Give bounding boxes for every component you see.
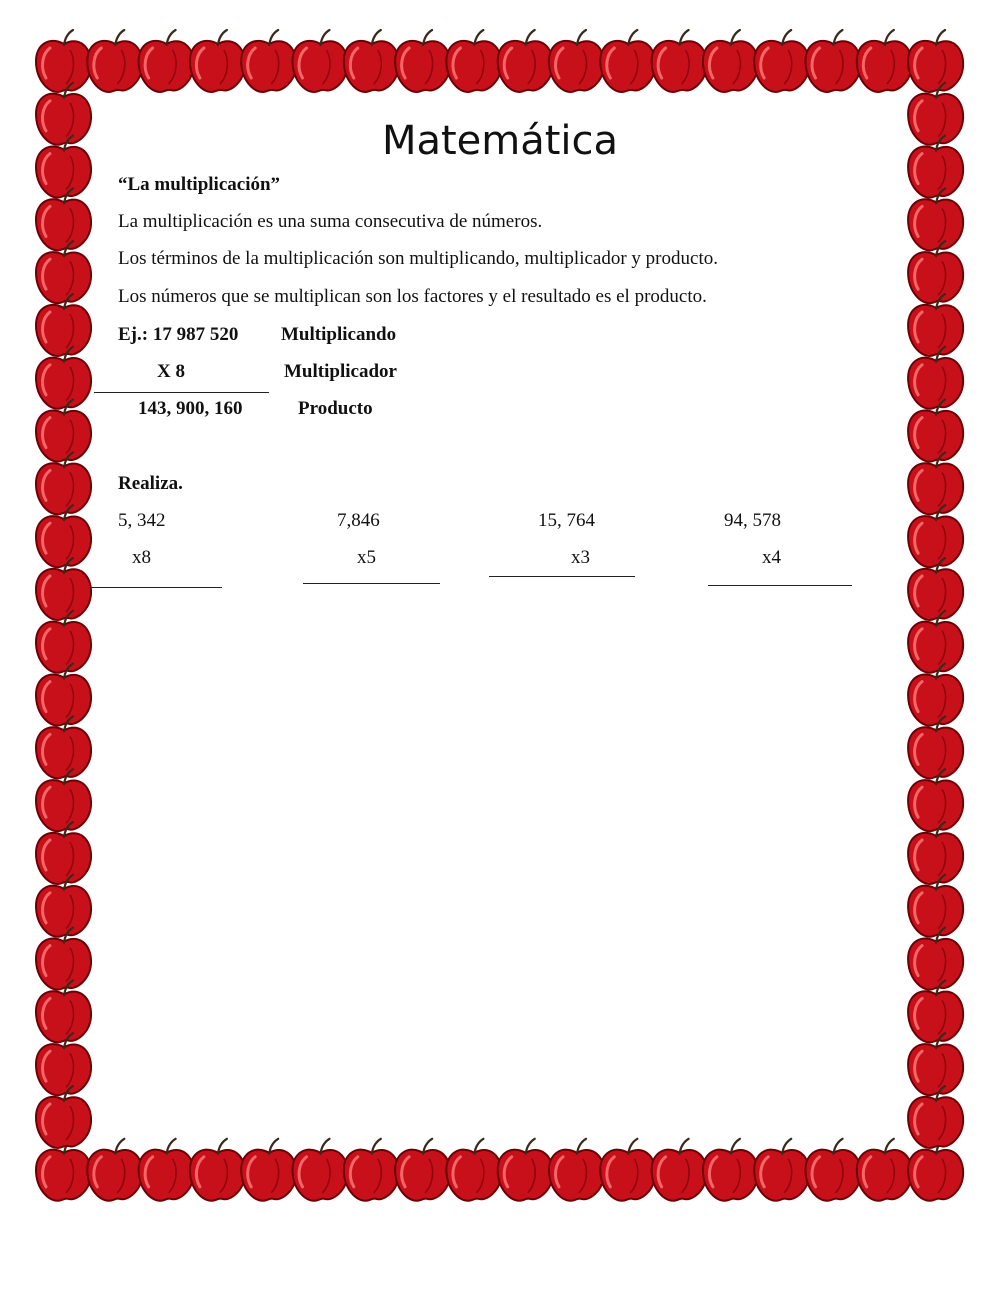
exercise-1-factor: x8 — [132, 547, 151, 568]
example-multiplier: X 8 — [157, 361, 185, 382]
apple-icon — [908, 400, 963, 462]
apple-icon — [293, 30, 348, 92]
exercise-2-rule — [303, 583, 440, 584]
apple-icon — [36, 822, 91, 884]
example-product-label: Producto — [298, 398, 373, 419]
apple-icon — [36, 611, 91, 673]
apple-icon — [36, 664, 91, 726]
apple-icon — [549, 1139, 604, 1201]
exercise-1-number: 5, 342 — [118, 510, 166, 531]
apple-icon — [600, 1139, 655, 1201]
exercise-4-number: 94, 578 — [724, 510, 781, 531]
apple-icon — [498, 30, 553, 92]
exercise-3-rule — [489, 576, 635, 577]
apple-icon — [446, 30, 501, 92]
apple-icon — [344, 1139, 399, 1201]
apple-icon — [908, 1086, 963, 1148]
apple-icon — [652, 30, 707, 92]
apple-icon — [908, 505, 963, 567]
apple-icon — [908, 716, 963, 778]
apple-icon — [190, 30, 245, 92]
apple-icon — [36, 769, 91, 831]
apple-icon — [344, 30, 399, 92]
exercise-1-rule — [90, 587, 222, 588]
apple-icon — [36, 875, 91, 937]
exercise-4-factor: x4 — [762, 547, 781, 568]
apple-icon — [36, 241, 91, 303]
apple-icon — [908, 452, 963, 514]
apple-icon — [36, 505, 91, 567]
apple-icon — [806, 30, 861, 92]
apple-icon — [498, 1139, 553, 1201]
apple-icon — [908, 875, 963, 937]
apple-icon — [36, 1033, 91, 1095]
apple-icon — [806, 1139, 861, 1201]
apple-icon — [703, 1139, 758, 1201]
apple-icon — [446, 1139, 501, 1201]
apple-icon — [908, 558, 963, 620]
apple-icon — [549, 30, 604, 92]
apple-icon — [908, 980, 963, 1042]
apple-icon — [908, 611, 963, 673]
apple-icon — [754, 30, 809, 92]
apple-icon — [87, 1139, 142, 1201]
apple-icon — [36, 558, 91, 620]
apple-icon — [908, 928, 963, 990]
apple-icon — [600, 30, 655, 92]
exercise-3-factor: x3 — [571, 547, 590, 568]
apple-icon — [241, 30, 296, 92]
paragraph-2: Los términos de la multiplicación son multiplicando, multiplicador y producto. — [118, 248, 718, 269]
exercise-3-number: 15, 764 — [538, 510, 595, 531]
apple-icon — [908, 1033, 963, 1095]
apple-icon — [36, 980, 91, 1042]
apple-icon — [908, 241, 963, 303]
apple-icon — [87, 30, 142, 92]
page-title: Matemática — [381, 118, 619, 164]
apple-icon — [908, 769, 963, 831]
paragraph-1: La multiplicación es una suma consecutiva de números. — [118, 211, 543, 232]
exercise-2-factor: x5 — [357, 547, 376, 568]
apple-icon — [395, 1139, 450, 1201]
apple-icon — [293, 1139, 348, 1201]
apple-icon — [36, 30, 91, 92]
example-multiplicand: Ej.: 17 987 520 — [118, 324, 239, 345]
apple-icon — [36, 1086, 91, 1148]
apple-icon — [36, 452, 91, 514]
apple-icon — [139, 1139, 194, 1201]
apple-icon — [908, 188, 963, 250]
apple-icon — [908, 1139, 963, 1201]
example-multiplicand-label: Multiplicando — [281, 324, 397, 345]
apple-icon — [36, 1139, 91, 1201]
apple-icon — [36, 716, 91, 778]
apple-icon — [36, 928, 91, 990]
apple-icon — [754, 1139, 809, 1201]
apple-icon — [908, 347, 963, 409]
apple-icon — [857, 30, 912, 92]
subtitle: “La multiplicación” — [118, 174, 281, 195]
example-multiplier-label: Multiplicador — [284, 361, 397, 382]
paragraph-3: Los números que se multiplican son los factores y el resultado es el producto. — [118, 286, 707, 307]
apple-icon — [36, 347, 91, 409]
apple-icon — [703, 30, 758, 92]
apple-icon — [908, 30, 963, 92]
exercise-2-number: 7,846 — [337, 510, 380, 531]
apple-icon — [908, 294, 963, 356]
apple-icon — [908, 664, 963, 726]
apple-icon — [190, 1139, 245, 1201]
example-rule — [94, 392, 269, 393]
example-product: 143, 900, 160 — [138, 398, 243, 419]
apple-icon — [395, 30, 450, 92]
apple-icon — [241, 1139, 296, 1201]
apple-icon — [857, 1139, 912, 1201]
apple-icon — [139, 30, 194, 92]
apple-icon — [36, 400, 91, 462]
apple-icon — [652, 1139, 707, 1201]
exercise-heading: Realiza. — [118, 473, 183, 494]
apple-icon — [36, 188, 91, 250]
apple-icon — [908, 822, 963, 884]
apple-icon — [36, 294, 91, 356]
exercise-4-rule — [708, 585, 852, 586]
